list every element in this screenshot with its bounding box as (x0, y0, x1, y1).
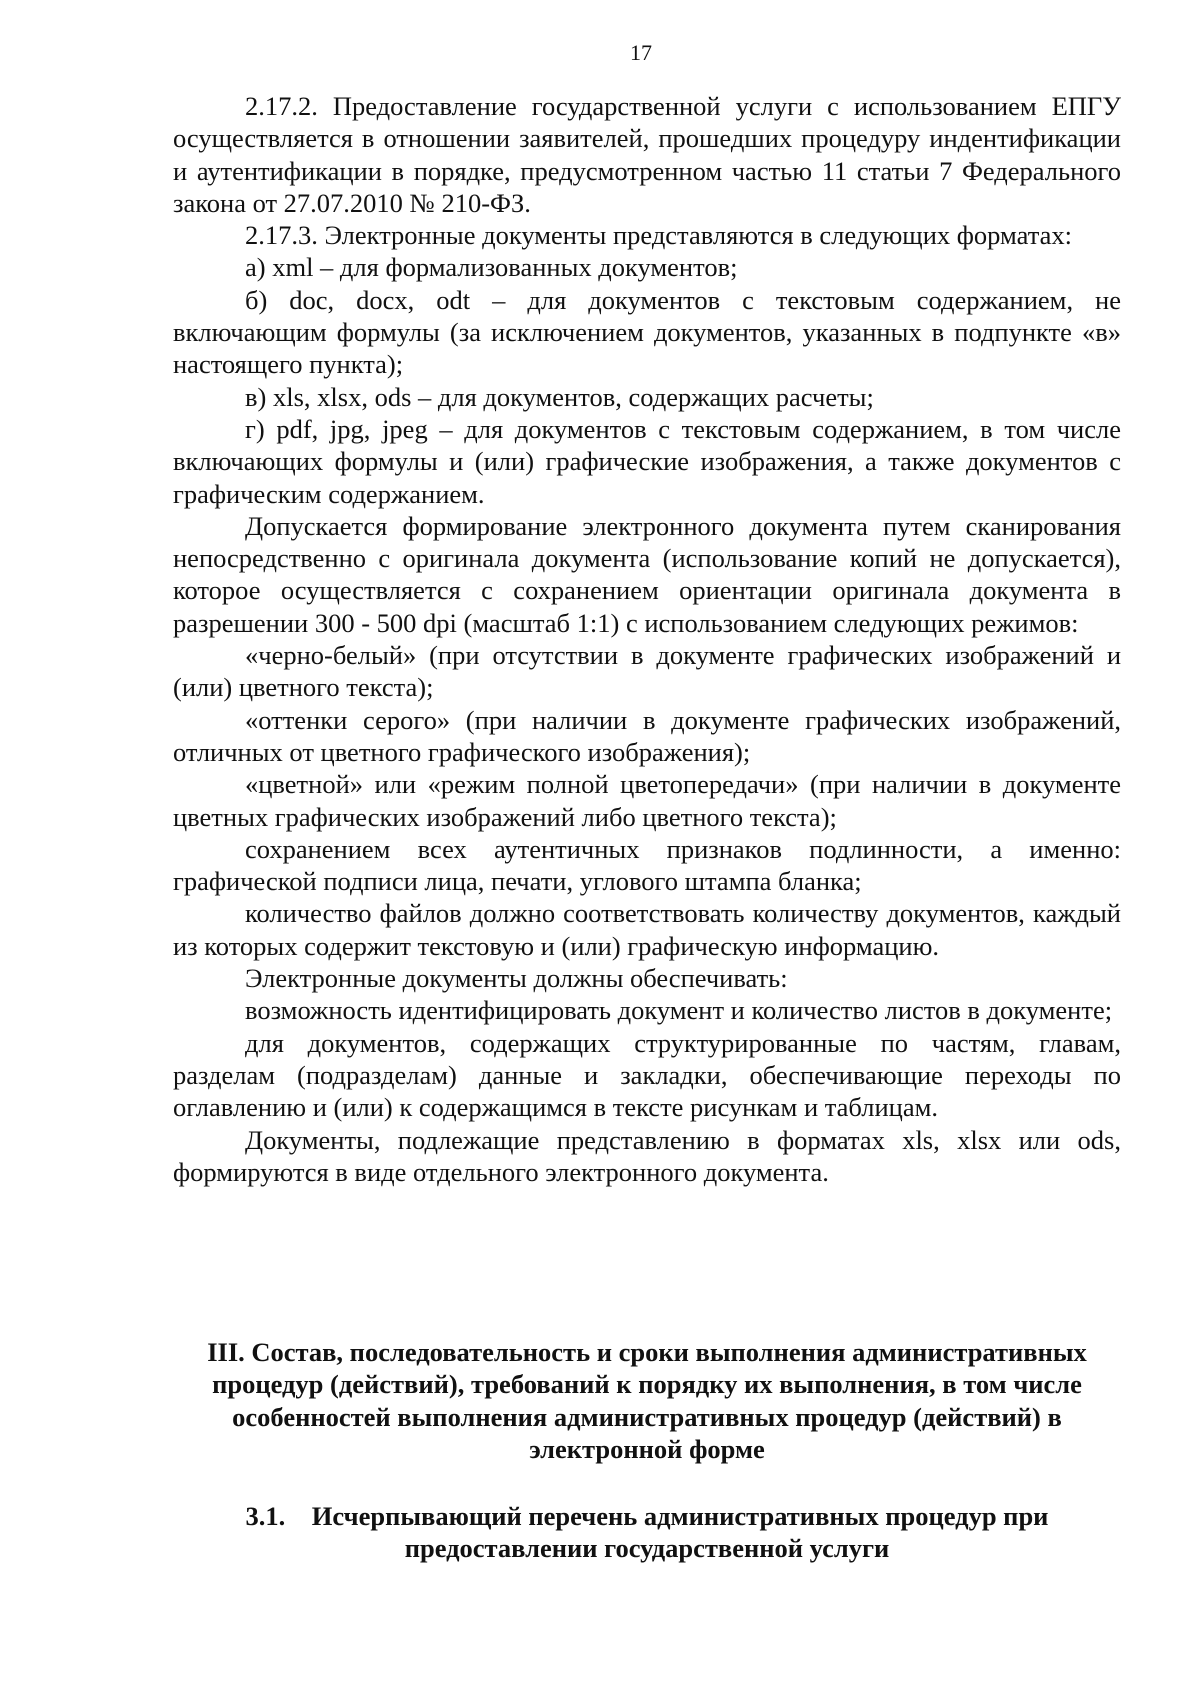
paragraph-spreadsheets: Документы, подлежащие представлению в форматах xls, xlsx или ods, формируются в виде отдельного электронного документа. (173, 1124, 1121, 1187)
requirement-structure: для документов, содержащих структурированные по частям, главам, разделам (подразделам) данные и закладки, обеспечивающие переходы по оглавлению и (или) к содержащимся в тексте рисункам и таблицам. (173, 1027, 1121, 1123)
paragraph-2-17-3: 2.17.3. Электронные документы представляются в следующих форматах: (245, 220, 1072, 251)
mode-black-white: «черно-белый» (при отсутствии в документе графических изображений и (или) цветного текста); (173, 640, 1121, 703)
mode-color: «цветной» или «режим полной цветопередачи» (при наличии в документе цветных графических изображений либо цветного текста); (173, 769, 1121, 832)
paragraph-file-count: количество файлов должно соответствовать количеству документов, каждый из которых содержит текстовую и (или) графическую информацию. (173, 898, 1121, 961)
section-heading (173, 1336, 1121, 1465)
body-text (173, 90, 1121, 1188)
paragraph-scanning: Допускается формирование электронного документа путем сканирования непосредственно с оригинала документа (использование копий не допускается), которое осуществляется с сохранением ориентации оригинала документа в разрешении 300 - 500 dpi (масштаб 1:1) с использованием следующих режимов: (173, 510, 1121, 638)
subsection-heading-line: предоставлении государственной услуги (404, 1533, 890, 1564)
list-item-b: б) doc, docx, odt – для документов с текстовым содержанием, не включающим формулы (за исключением документов, указанных в подпункте «в» настоящего пункта); (173, 284, 1121, 380)
section-heading-line: особенностей выполнения административных процедур (действий) в (232, 1401, 1062, 1432)
paragraph-2-17-2: 2.17.2. Предоставление государственной услуги с использованием ЕПГУ осуществляется в отношении заявителей, прошедших процедуру индентификации и аутентификации в порядке, предусмотренном частью 11 статьи 7 Федерального закона от 27.07.2010 № 210-ФЗ. (173, 91, 1121, 218)
list-item-g: г) pdf, jpg, jpeg – для документов с текстовым содержанием, в том числе включающих формулы и (или) графические изображения, а также документов с графическим содержанием. (173, 413, 1121, 509)
paragraph-authenticity: сохранением всех аутентичных признаков подлинности, а именно: графической подписи лица, печати, углового штампа бланка; (173, 833, 1121, 897)
subsection-heading-line: 3.1. Исчерпывающий перечень административных процедур при (245, 1501, 1049, 1531)
list-item-a: а) xml – для формализованных документов; (245, 252, 738, 283)
section-heading-line: процедур (действий), требований к порядку их выполнения, в том числе (212, 1369, 1082, 1400)
page-number: 17 (630, 40, 652, 65)
mode-grayscale: «оттенки серого» (при наличии в документе графических изображений, отличных от цветного графического изображения); (173, 704, 1121, 767)
requirement-identify: возможность идентифицировать документ и количество листов в документе; (245, 995, 1113, 1026)
subsection-heading (173, 1500, 1121, 1565)
section-heading-line: электронной форме (529, 1433, 765, 1464)
list-item-v: в) xls, xlsx, ods – для документов, содержащих расчеты; (245, 381, 874, 412)
section-heading-line: III. Состав, последовательность и сроки выполнения административных (207, 1337, 1087, 1367)
paragraph-requirements-intro: Электронные документы должны обеспечивать: (245, 963, 788, 994)
